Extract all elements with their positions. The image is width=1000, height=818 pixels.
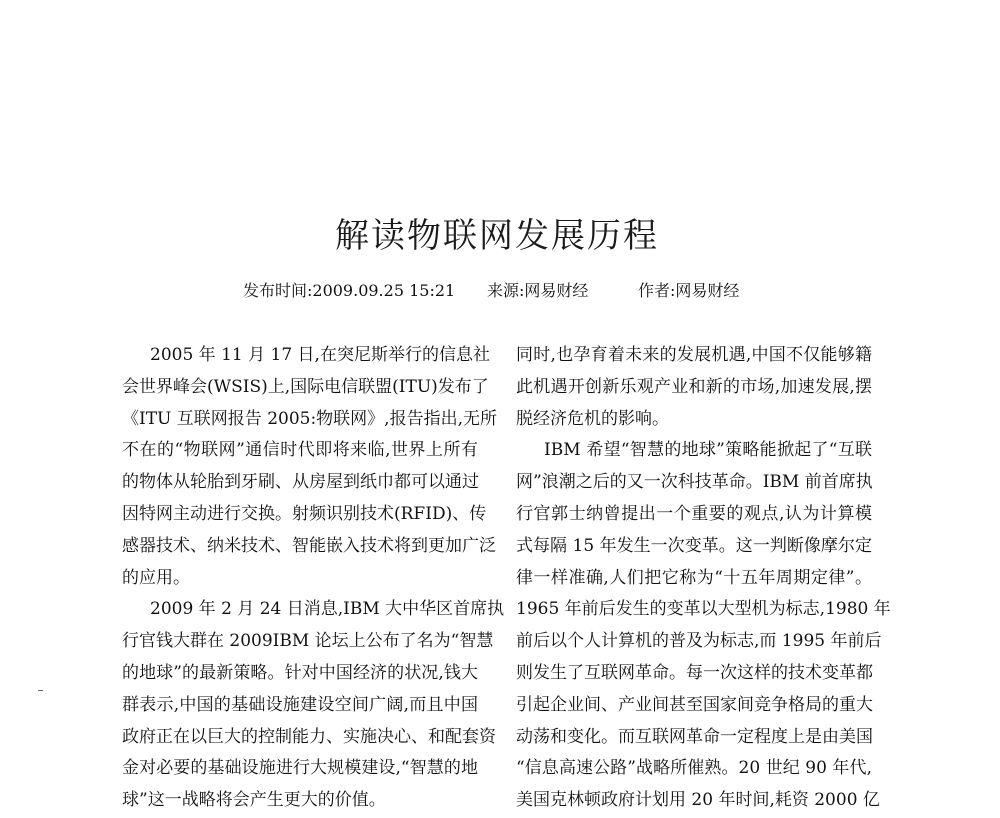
text-line: 式每隔 15 年发生一次变革。这一判断像摩尔定 [516, 535, 872, 556]
article-source: 来源:网易财经 [487, 281, 589, 300]
text-line: 的地球”的最新策略。针对中国经济的状况,钱大 [122, 662, 478, 683]
text-line: 感器技术、纳米技术、智能嵌入技术将到更加广泛 [122, 535, 496, 556]
text-line: 群表示,中国的基础设施建设空间广阔,而且中国 [122, 694, 478, 715]
right-text-column [516, 341, 891, 818]
text-line: 因特网主动进行交换。射频识别技术(RFID)、传 [122, 503, 487, 524]
text-line: 动荡和变化。而互联网革命一定程度上是由美国 [516, 726, 873, 747]
article-author: 作者:网易财经 [638, 281, 740, 300]
text-line: IBM 希望“智慧的地球”策略能掀起了“互联 [544, 440, 872, 461]
text-line: 金对必要的基础设施进行大规模建设,“智慧的地 [122, 758, 478, 779]
scan-speck [38, 690, 43, 691]
text-line: 的物体从轮胎到牙刷、从房屋到纸巾都可以通过 [122, 472, 479, 493]
text-line: 行官郭士纳曾提出一个重要的观点,认为计算模 [516, 503, 872, 524]
text-line: 行官钱大群在 2009IBM 论坛上公布了名为“智慧 [122, 631, 494, 652]
text-line: 脱经济危机的影响。 [516, 408, 669, 429]
text-line: 此机遇开创新乐观产业和新的市场,加速发展,摆 [516, 376, 872, 397]
text-line: 前后以个人计算机的普及为标志,而 1995 年前后 [516, 631, 882, 652]
publish-time: 发布时间:2009.09.25 15:21 [243, 281, 456, 300]
text-line: 则发生了互联网革命。每一次这样的技术变革都 [516, 662, 873, 683]
text-line: 引起企业间、产业间甚至国家间竞争格局的重大 [516, 694, 873, 715]
text-line: 1965 年前后发生的变革以大型机为标志,1980 年 [516, 599, 891, 620]
text-line: 律一样准确,人们把它称为“十五年周期定律”。 [516, 567, 872, 588]
text-line: 2005 年 11 月 17 日,在突尼斯举行的信息社 [150, 345, 490, 365]
text-line: 同时,也孕育着未来的发展机遇,中国不仅能够籍 [516, 345, 872, 365]
text-line: 《ITU 互联网报告 2005:物联网》,报告指出,无所 [122, 408, 497, 429]
text-line: 球”这一战略将会产生更大的价值。 [122, 790, 386, 811]
text-line: 会世界峰会(WSIS)上,国际电信联盟(ITU)发布了 [122, 376, 489, 397]
text-line: 不在的“物联网”通信时代即将来临,世界上所有 [122, 440, 478, 461]
text-line: 网”浪潮之后的又一次科技革命。IBM 前首席执 [516, 472, 873, 493]
text-line: 2009 年 2 月 24 日消息,IBM 大中华区首席执 [150, 599, 505, 620]
text-line: 的应用。 [122, 567, 190, 588]
text-line: “信息高速公路”战略所催熟。20 世纪 90 年代, [516, 758, 872, 779]
text-line: 政府正在以巨大的控制能力、实施决心、和配套资 [122, 726, 496, 747]
left-text-column [122, 341, 505, 818]
article-title: 解读物联网发展历程 [335, 216, 659, 256]
text-line: 美国克林顿政府计划用 20 年时间,耗资 2000 亿 [516, 790, 880, 811]
